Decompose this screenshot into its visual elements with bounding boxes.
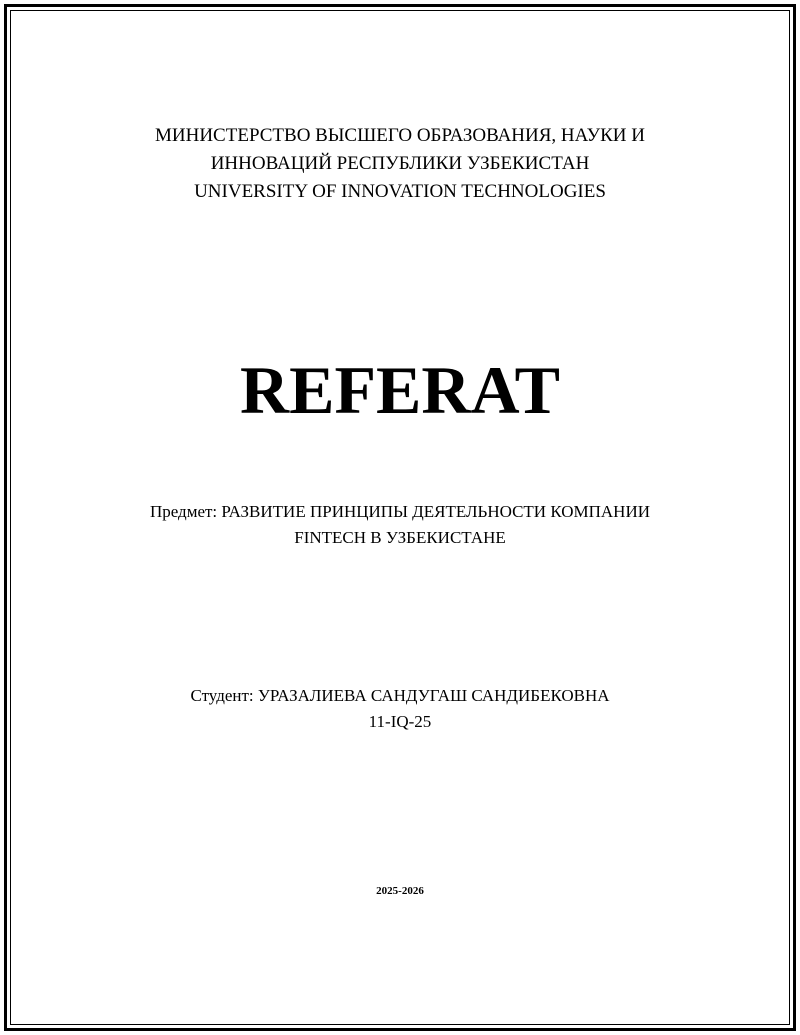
subject-block bbox=[0, 499, 800, 551]
subject-line-2: FINTECH В УЗБЕКИСТАНЕ bbox=[294, 528, 506, 547]
ministry-header bbox=[0, 122, 800, 206]
student-block bbox=[0, 683, 800, 735]
university-name: UNIVERSITY OF INNOVATION TECHNOLOGIES bbox=[194, 181, 606, 202]
subject-line-1: Предмет: РАЗВИТИЕ ПРИНЦИПЫ ДЕЯТЕЛЬНОСТИ КОМПАНИИ bbox=[149, 502, 651, 521]
student-group: 11-IQ-25 bbox=[368, 712, 432, 731]
academic-year: 2025-2026 bbox=[376, 885, 424, 897]
student-name: Студент: УРАЗАЛИЕВА САНДУГАШ САНДИБЕКОВНА bbox=[190, 686, 610, 705]
ministry-header-line-2: ИННОВАЦИЙ РЕСПУБЛИКИ УЗБЕКИСТАН bbox=[210, 153, 590, 174]
ministry-header-line-1: МИНИСТЕРСТВО ВЫСШЕГО ОБРАЗОВАНИЯ, НАУКИ И bbox=[155, 125, 645, 146]
document-title: REFERAT bbox=[240, 352, 560, 428]
